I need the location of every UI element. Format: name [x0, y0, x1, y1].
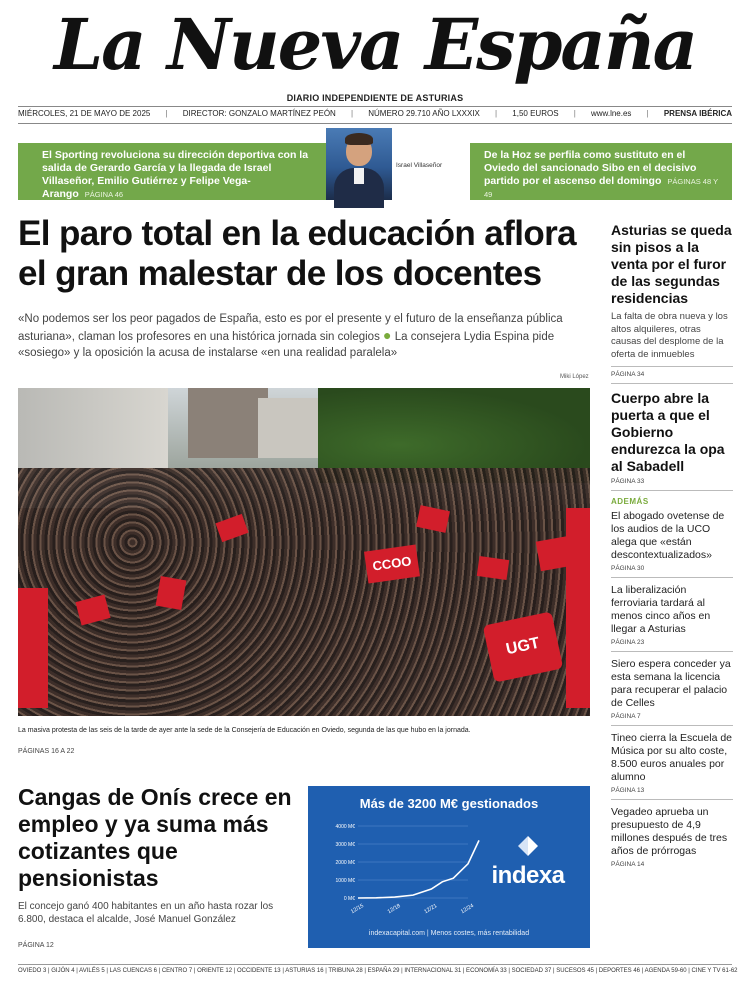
teaser-text: El Sporting revoluciona su dirección deportiva con la salida de Gerardo García y la llegada de Israel Villaseñor, Emilio Gutiérrez y Felipe Vega-Arango [42, 149, 309, 200]
separator: | [495, 109, 498, 118]
story-text: El concejo ganó 400 habitantes en un año hasta rozar los 6.800, destaca el alcalde, José Manuel González [18, 901, 274, 925]
side-story[interactable] [611, 390, 733, 485]
section-label: ADEMÁS [611, 497, 649, 506]
page-reference: PÁGINAS 16 A 22 [18, 748, 75, 755]
ccoo-flag: CCOO [364, 545, 420, 584]
x-tick-label: 12/18 [386, 903, 402, 916]
x-tick-label: 12/24 [460, 903, 475, 916]
publisher-group: PRENSA IBÉRICA [663, 109, 732, 118]
masthead-title: La Nueva España [53, 3, 697, 86]
teaser-page: PÁGINAS 48 Y 49 [484, 177, 718, 199]
brief-item[interactable] [611, 806, 733, 868]
red-flag [18, 588, 48, 708]
brief-item[interactable] [611, 658, 733, 720]
brief-text: Vegadeo aprueba un presupuesto de 4,9 millones después de tres años de prórrogas [611, 806, 728, 857]
photo-caption: Israel Villaseñor [396, 162, 443, 169]
brief-item[interactable] [611, 732, 733, 794]
divider [611, 383, 733, 384]
divider [611, 799, 733, 800]
side-story[interactable] [611, 222, 733, 378]
dateline [18, 109, 732, 118]
portrait-photo [326, 128, 392, 200]
red-flag [566, 508, 590, 708]
page-reference: PÁGINA 33 [611, 478, 645, 485]
main-lead [18, 311, 590, 361]
website-link[interactable]: www.lne.es [590, 109, 632, 118]
date: MIÉRCOLES, 21 DE MAYO DE 2025 [18, 109, 151, 118]
bullet-icon: ● [383, 327, 392, 343]
y-tick-label: 4000 M€ [335, 824, 355, 830]
page-reference: PÁGINA 7 [611, 713, 641, 720]
indexa-logo-icon [516, 834, 540, 858]
masthead-subtitle: DIARIO INDEPENDIENTE DE ASTURIAS [286, 93, 464, 103]
director: DIRECTOR: GONZALO MARTÍNEZ PEÓN [182, 109, 336, 118]
brief-item[interactable] [611, 584, 733, 646]
red-flag [477, 556, 509, 580]
lead-text: «No podemos ser los peor pagados de España, esto es por el presente y el futuro de la enseñanza pública asturiana», claman los profesores en una histórica jornada sin colegios [18, 313, 563, 343]
right-column [611, 222, 733, 868]
page-reference: PÁGINA 12 [18, 942, 54, 949]
divider [611, 366, 733, 367]
ad-footer[interactable]: indexacapital.com | Menos costes, más rentabilidad [368, 930, 530, 937]
page-reference: PÁGINA 23 [611, 639, 645, 646]
separator: | [573, 109, 576, 118]
brief-text: Tineo cierra la Escuela de Música por su alto coste, 8.500 euros anuales por alumno [611, 732, 733, 783]
brief-text: Siero espera conceder ya esta semana la licencia para recuperar el palacio de Celles [611, 658, 731, 709]
ad-line-chart [322, 820, 475, 920]
divider [611, 725, 733, 726]
side-headline: Cuerpo abre la puerta a que el Gobierno endurezca la opa al Sabadell [611, 390, 725, 474]
y-tick-label: 3000 M€ [335, 842, 355, 848]
x-tick-label: 12/21 [423, 903, 439, 916]
price: 1,50 EUROS [512, 109, 559, 118]
ad-brand: indexa [491, 862, 565, 889]
teaser-sporting[interactable] [18, 143, 326, 200]
side-headline: Asturias se queda sin pisos a la venta por el furor de las segundas residencias [611, 222, 732, 306]
divider [18, 106, 732, 107]
x-tick-label: 12/15 [350, 903, 365, 916]
page-reference: PÁGINA 13 [611, 787, 645, 794]
series-line [358, 840, 479, 898]
ugt-flag: UGT [483, 611, 564, 682]
ad-title: Más de 3200 M€ gestionados [359, 796, 539, 811]
side-text: La falta de obra nueva y los altos alquileres, otras causas del desplome de la oferta de inmuebles [611, 311, 728, 360]
issue-number: NÚMERO 29.710 AÑO LXXXIX [368, 109, 480, 118]
story-headline-cangas[interactable]: Cangas de Onís crece en empleo y ya suma más cotizantes que pensionistas [18, 784, 292, 891]
brief-item[interactable] [611, 510, 733, 572]
y-tick-label: 2000 M€ [335, 860, 355, 866]
photo-credit: Miki López [560, 374, 589, 380]
divider [611, 490, 733, 491]
divider [611, 651, 733, 652]
page-reference: PÁGINA 30 [611, 565, 645, 572]
teaser-photo-box [326, 128, 466, 200]
main-headline[interactable]: El paro total en la educación aflora el gran malestar de los docentes [18, 214, 576, 293]
lead-text-2: La consejera Lydia Espina pide «sosiego» y la oposición la acusa de instalarse «en una realidad paralela» [18, 331, 555, 359]
main-photo[interactable] [18, 388, 590, 716]
separator: | [351, 109, 354, 118]
y-tick-label: 1000 M€ [335, 878, 355, 884]
brief-text: El abogado ovetense de los audios de la UCO alega que «están descontextualizados» [611, 510, 725, 561]
brief-text: La liberalización ferroviaria tardará al menos cinco años en llegar a Asturias [611, 584, 711, 635]
divider [18, 123, 732, 124]
section-index-bar: OVIEDO 3 | GIJÓN 4 | AVILÉS 5 | LAS CUENCAS 6 | CENTRO 7 | ORIENTE 12 | OCCIDENTE 13 | ASTURIAS 16 | TRIBUNA 28 | ESPAÑA 29 | INTERNACIONAL 31 | ECONOMÍA 33 | SOCIEDAD 37 | SUCESOS 45 | DEPORTES 46 | AGENDA 59-60 | CINE Y TV 61-62 [18, 964, 732, 974]
separator: | [165, 109, 168, 118]
building [188, 388, 268, 458]
teaser-page: PÁGINA 46 [84, 190, 124, 199]
y-tick-label: 0 M€ [343, 896, 355, 902]
page-reference: PÁGINA 34 [611, 371, 645, 378]
red-flag [156, 576, 187, 610]
divider [611, 577, 733, 578]
teaser-oviedo[interactable] [470, 143, 732, 200]
teaser-text: De la Hoz se perfila como sustituto en el Oviedo del sancionado Sibo en el decisivo partido por el ascenso del domingo [484, 149, 697, 187]
separator: | [646, 109, 649, 118]
indexa-advertisement[interactable] [308, 786, 590, 948]
photo-caption: La masiva protesta de las seis de la tarde de ayer ante la sede de la Consejería de Educación en Oviedo, segunda de las que hubo en la jornada. [18, 727, 471, 734]
page-reference: PÁGINA 14 [611, 861, 645, 868]
